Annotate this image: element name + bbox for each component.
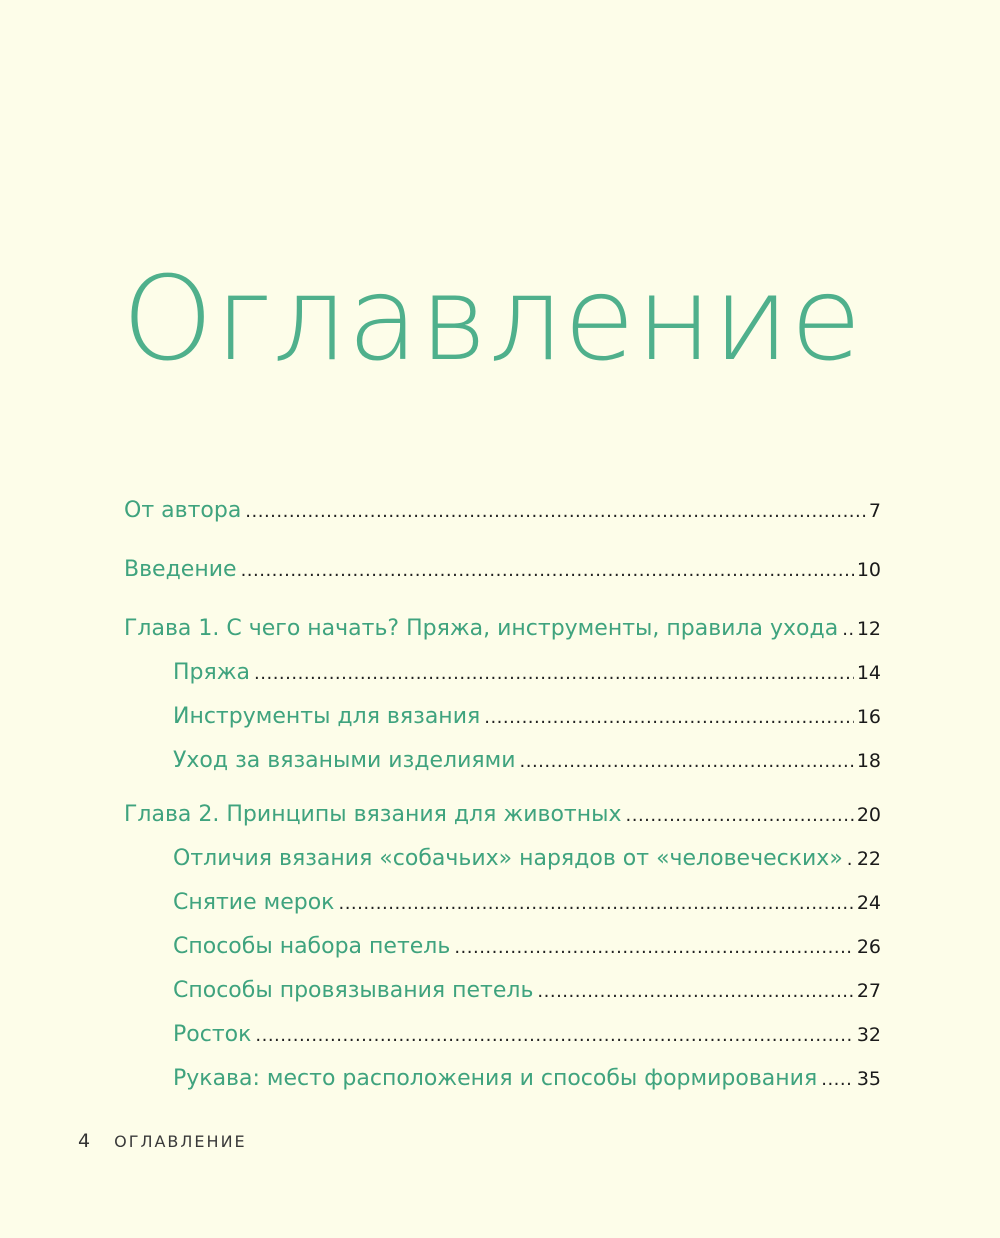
dot-leader: [338, 890, 853, 918]
dot-leader: [255, 1022, 853, 1050]
page-footer: [78, 1130, 247, 1152]
toc-entry-page: 18: [856, 750, 881, 772]
toc-entry-stitch-methods[interactable]: [173, 977, 881, 1006]
toc-entry-page: 27: [856, 980, 881, 1002]
toc-entry-chapter-1[interactable]: [124, 615, 881, 644]
toc-entry-cast-on[interactable]: [173, 933, 881, 962]
toc-entry-title: Способы провязывания петель: [173, 978, 534, 1003]
toc-entry-title: Отличия вязания «собачьих» нарядов от «человеческих»: [173, 846, 843, 871]
dot-leader: [842, 616, 854, 644]
toc-entry-page: 32: [856, 1024, 881, 1046]
toc-entry-title: Введение: [124, 557, 237, 582]
toc-entry-page: 22: [856, 848, 881, 870]
toc-entry-title: Глава 2. Принципы вязания для животных: [124, 802, 622, 827]
toc-entry-title: Снятие мерок: [173, 890, 335, 915]
dot-leader: [484, 704, 854, 732]
dot-leader: [847, 846, 854, 874]
toc-entry-title: Способы набора петель: [173, 934, 451, 959]
dot-leader: [245, 498, 866, 526]
toc-entry-introduction[interactable]: [124, 556, 881, 585]
toc-entry-tools[interactable]: [173, 703, 881, 732]
toc-entry-page: 20: [856, 804, 881, 826]
toc-entry-measurements[interactable]: [173, 889, 881, 918]
toc-entry-page: 12: [856, 618, 881, 640]
toc-entry-care[interactable]: [173, 747, 881, 776]
toc-entry-rostok[interactable]: [173, 1021, 881, 1050]
toc-entry-page: 7: [868, 500, 881, 522]
toc-entry-title: Уход за вязаными изделиями: [173, 748, 516, 773]
toc-entry-title: От автора: [124, 498, 242, 523]
dot-leader: [520, 748, 854, 776]
dot-leader: [454, 934, 853, 962]
toc-entry-title: Рукава: место расположения и способы формирования: [173, 1066, 818, 1091]
toc-entry-page: 14: [856, 662, 881, 684]
toc-entry-title: Инструменты для вязания: [173, 704, 481, 729]
dot-leader: [537, 978, 853, 1006]
toc-entry-page: 10: [856, 559, 881, 581]
dot-leader: [254, 660, 854, 688]
toc-entry-chapter-2[interactable]: [124, 801, 881, 830]
toc-entry-yarn[interactable]: [173, 659, 881, 688]
toc-entry-title: Росток: [173, 1022, 252, 1047]
toc-entry-page: 26: [856, 936, 881, 958]
dot-leader: [626, 802, 854, 830]
running-head: ОГЛАВЛЕНИЕ: [114, 1132, 247, 1151]
toc-entry-page: 35: [856, 1068, 881, 1090]
toc-entry-differences[interactable]: [173, 845, 881, 874]
page-number: 4: [78, 1130, 91, 1152]
toc-entry-title: Глава 1. С чего начать? Пряжа, инструменты, правила ухода: [124, 616, 839, 641]
toc-entry-title: Пряжа: [173, 660, 251, 685]
dot-leader: [241, 557, 854, 585]
page-title: Оглавление: [122, 252, 863, 387]
toc-entry-from-author[interactable]: [124, 497, 881, 526]
toc-entry-page: 24: [856, 892, 881, 914]
dot-leader: [821, 1066, 854, 1094]
toc-entry-page: 16: [856, 706, 881, 728]
toc-entry-sleeves[interactable]: [173, 1065, 881, 1094]
